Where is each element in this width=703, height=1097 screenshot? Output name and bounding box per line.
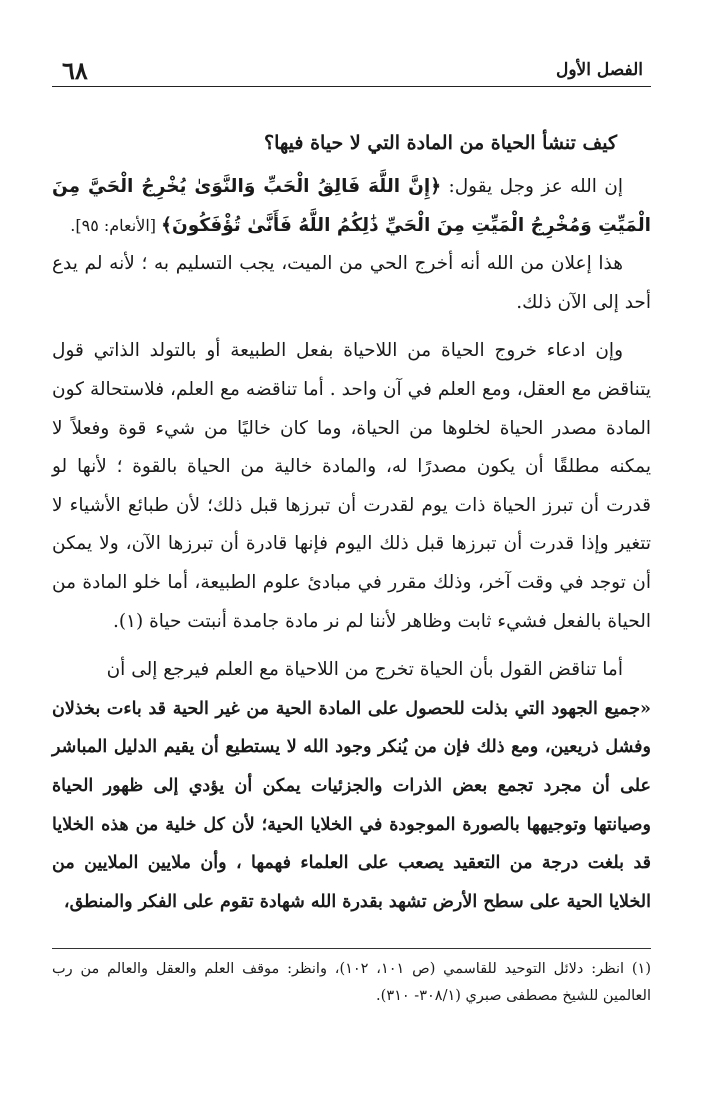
footnotes: [52, 956, 651, 1010]
quran-verse: ﴿إِنَّ اللَّهَ فَالِقُ الْحَبِّ وَالنَّوَىٰ يُخْرِجُ الْحَيَّ مِنَ الْمَيِّتِ وَمُخْرِجُ الْمَيِّتِ مِنَ الْحَيِّ ذَٰلِكُمُ اللَّهُ فَأَنَّىٰ تُؤْفَكُونَ﴾: [52, 176, 651, 236]
paragraph: هذا إعلان من الله أنه أخرج الحي من الميت، يجب التسليم به ؛ لأنه لم يدع أحد إلى الآن ذلك.: [52, 253, 651, 313]
verse-reference: [الأنعام: ٩٥].: [70, 215, 162, 235]
quote-paragraph: [52, 651, 651, 921]
block-quote: «جميع الجهود التي بذلت للحصول على المادة الحية من غير الحية قد باءت بخذلان وفشل ذريعين، ومع ذلك فإن من يُنكر وجود الله لا يستطيع أن يقيم الدليل المباشر على أن مجرد تجمع بعض الذرات والجزئيات يمكن أن يؤدي إلى ظهور الحياة وصيانتها وتوجيهها بالصورة الموجودة في الخلايا الحية؛ لأن كل خلية من هذه الخلايا قد بلغت درجة من التعقيد يصعب على العلماء فهمها ، وأن ملايين الملايين من الخلايا الحية على سطح الأرض تشهد بقدرة الله شهادة تقوم على الفكر والمنطق،: [52, 698, 651, 912]
verse-intro: إن الله عز وجل يقول:: [441, 176, 623, 197]
main-text: [52, 128, 651, 921]
footnote-divider: [52, 948, 651, 949]
paragraph: وإن ادعاء خروج الحياة من اللاحياة بفعل الطبيعة أو بالتولد الذاتي قول يتناقض مع العقل، ومع العلم في آن واحد . أما تناقضه مع العلم، فلاستحالة كون المادة مصدر الحياة لخلوها من الحياة، وما كان خاليًا من شيء قوة وفعلاً لا يمكنه مطلقًا أن يكون مصدرًا له، والمادة خالية من الحياة بالقوة ؛ لأنها لو قدرت أن تبرز الحياة ذات يوم لقدرت أن تبرزها قبل ذلك؛ لأن طبائع الأشياء لا تتغير وإذا قدرت أن تبرزها قبل ذلك اليوم فإنها قادرة أن تبرزها الآن، ولا يمكن أن توجد في وقت آخر، وذلك مقرر في مبادئ علوم الطبيعة، أما خلو المادة من الحياة بالفعل فشيء ثابت وظاهر لأننا لم نر مادة جامدة أنبتت حياة (١).: [52, 340, 651, 632]
chapter-title: الفصل الأول: [555, 60, 643, 80]
section-heading: كيف تنشأ الحياة من المادة التي لا حياة فيها؟: [264, 132, 617, 154]
page-number: ٦٨: [62, 56, 88, 85]
page-header: [52, 52, 651, 87]
footnote-item: (١) انظر: دلائل التوحيد للقاسمي (ص ١٠١، ١٠٢)، وانظر: موقف العلم والعقل والعالم من رب العالمين للشيخ مصطفى صبري (٣٠٨/١- ٣١٠).: [52, 961, 651, 1004]
verse-paragraph: [52, 168, 651, 245]
quote-intro: أما تناقض القول بأن الحياة تخرج من اللاحياة مع العلم فيرجع إلى أن: [106, 659, 623, 681]
